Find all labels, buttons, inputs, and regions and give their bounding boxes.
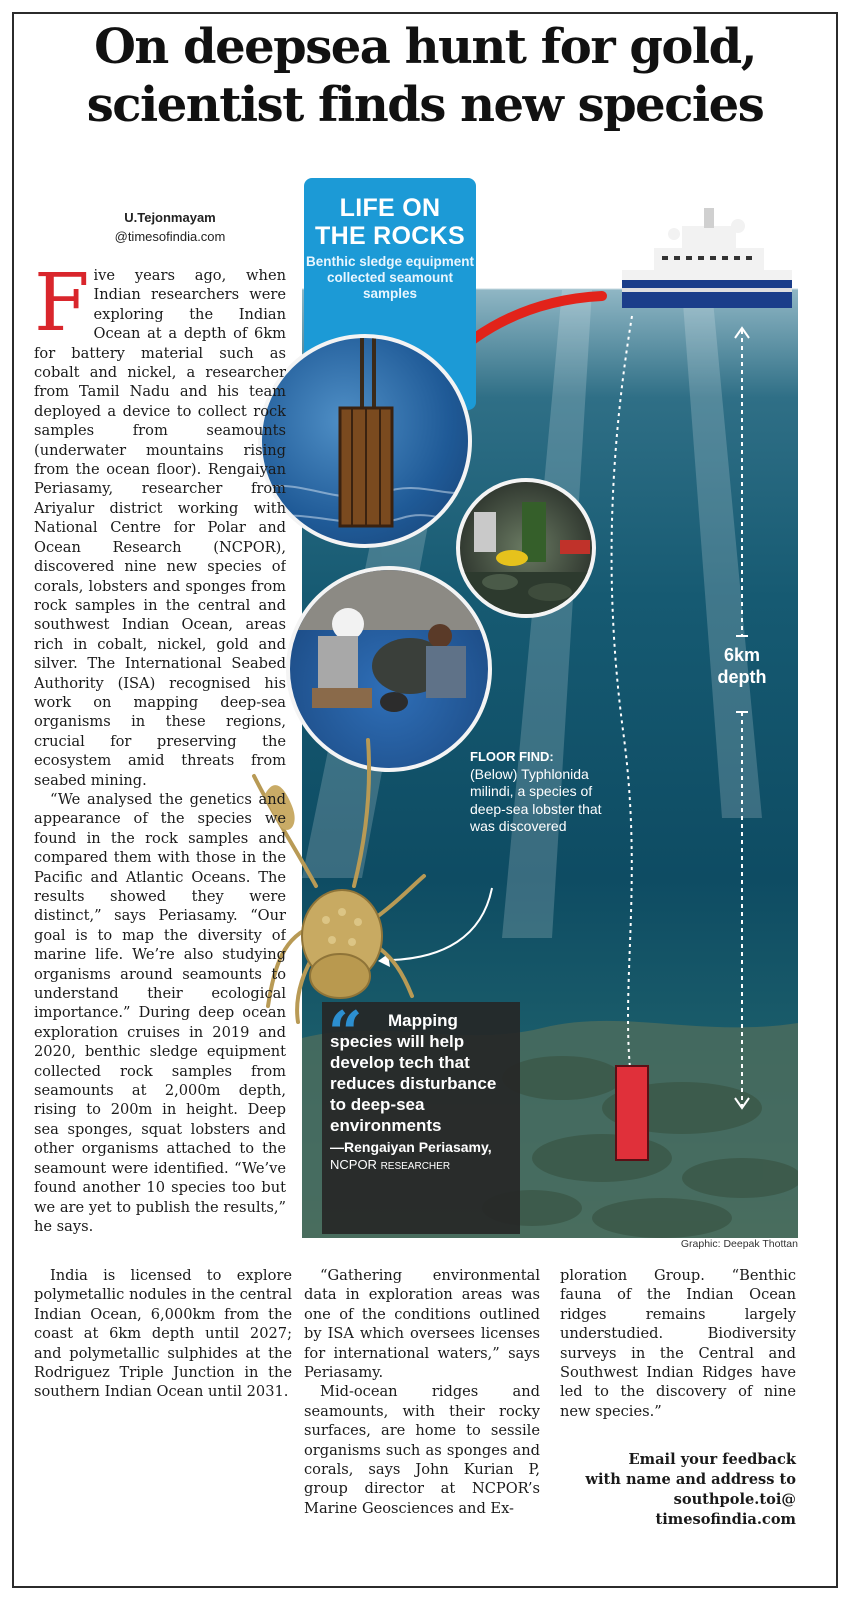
pull-quote-body: species will help develop tech that reduces disturbance to deep-sea environments [330,1032,497,1135]
depth-label [712,644,772,688]
floor-find-text: (Below) Typhlonida milindi, a species of deep-sea lobster that was discovered [470,765,602,834]
byline [70,208,270,246]
byline-handle: @timesofindia.com [114,229,226,244]
pull-quote-attribution: —Rengaiyan Periasamy, [330,1139,492,1155]
feedback-email-2[interactable]: timesofindia.com [655,1511,796,1528]
article-paragraph-2: “We analysed the genetics and appearance of the species we found in the rock samples and compared them with those in the Pacific and Atlantic Oceans. The results showed they were distinct,” says Periasamy. “Our goal is to map the diversity of marine life. We’re also studying organisms around seamounts to understand their ecological importance.” During deep ocean exploration cruises in 2019 and 2020, benthic sledge equipment collected rock samples from seamounts at 2,000m depth, rising to 200m in height. Deep sea sponges, squat lobsters and other organisms attached to the seamount were identified. “We’ve found another 10 species too but we are yet to publish the results,” he says. [34,790,286,1235]
callout-title-1: LIFE ON [339,194,441,222]
drop-cap: F [34,266,90,349]
pull-quote-role [330,1156,512,1175]
graphic-credit: Graphic: Deepak Thottan [680,1238,798,1250]
depth-value: 6km [723,645,761,665]
byline-name: U.Tejonmayam [124,210,216,225]
photo-sledge-deployment [258,334,472,548]
pull-quote [322,999,520,1234]
floor-find-caption [470,748,620,836]
pull-quote-first-line: Mapping [388,1011,458,1030]
photo-rock-samples [456,478,596,618]
article-paragraph-4: “Gathering environmental data in exploration areas was one of the conditions outlined by ISA which oversees licenses for international waters,” says Periasamy. [304,1267,540,1382]
article-column-1-bottom [34,1266,292,1546]
article-paragraph-6: ploration Group. “Benthic fauna of the Indian Ocean ridges remains largely understudied. Biodiversity surveys in the Central and Southwest Indian Ridges have led to the discovery of nine new species.” [560,1267,796,1420]
article-column-3 [560,1266,796,1436]
floor-find-lead: FLOOR FIND: [470,749,554,764]
headline-line-2: scientist finds new species [86,77,764,133]
callout-title-2: THE ROCKS [315,222,465,250]
article-column-1 [34,266,286,1266]
feedback-line-1: Email your feedback [628,1451,796,1468]
article-column-2 [304,1266,540,1566]
feedback-email-1[interactable]: southpole.toi@ [673,1491,796,1508]
article-paragraph-3: India is licensed to explore polymetallic nodules in the central Indian Ocean, 6,000km from the coast at 6km depth until 2027; and polymetallic sulphides at the Rodriguez Triple Junction in the southern Indian Ocean until 2031. [34,1267,292,1401]
headline-line-1: On deepsea hunt for gold, [94,19,756,75]
headline [0,18,850,134]
sledge-photo-art [262,338,472,548]
article-paragraph-5: Mid-ocean ridges and seamounts, with their rocky surfaces, are home to sessile organisms such as sponges and corals, says John Kurian P, group director at NCPOR’s Marine Geosciences and Ex- [304,1383,540,1517]
depth-word: depth [717,667,767,687]
feedback-box [560,1450,796,1530]
article-paragraph-1: Five years ago, when Indian researchers were exploring the Indian Ocean at a depth of 6km for battery material such as cobalt and nickel, a researcher from Tamil Nadu and his team deployed a device to collect rock samples from seamounts (underwater mountains rising from the ocean floor). Rengaiyan Periasamy, researcher from Ariyalur district working with National Centre for Polar and Ocean Research (NCPOR), discovered nine new species of corals, lobsters and sponges from rock samples in the central and southwest Indian Ocean, areas rich in cobalt, nickel, gold and silver. The International Seabed Authority (ISA) recognised his work on mapping deep-sea organisms in these regions, crucial for preserving the ecosystem amid threats from seabed mining. [34,266,286,789]
quote-mark-icon: “ [328,999,363,1069]
pull-quote-title: RESEARCHER [380,1161,451,1172]
callout-subtitle: Benthic sledge equipment collected seamount samples [305,254,475,301]
pull-quote-org: NCPOR [330,1157,377,1172]
feedback-line-2: with name and address to [585,1471,796,1488]
